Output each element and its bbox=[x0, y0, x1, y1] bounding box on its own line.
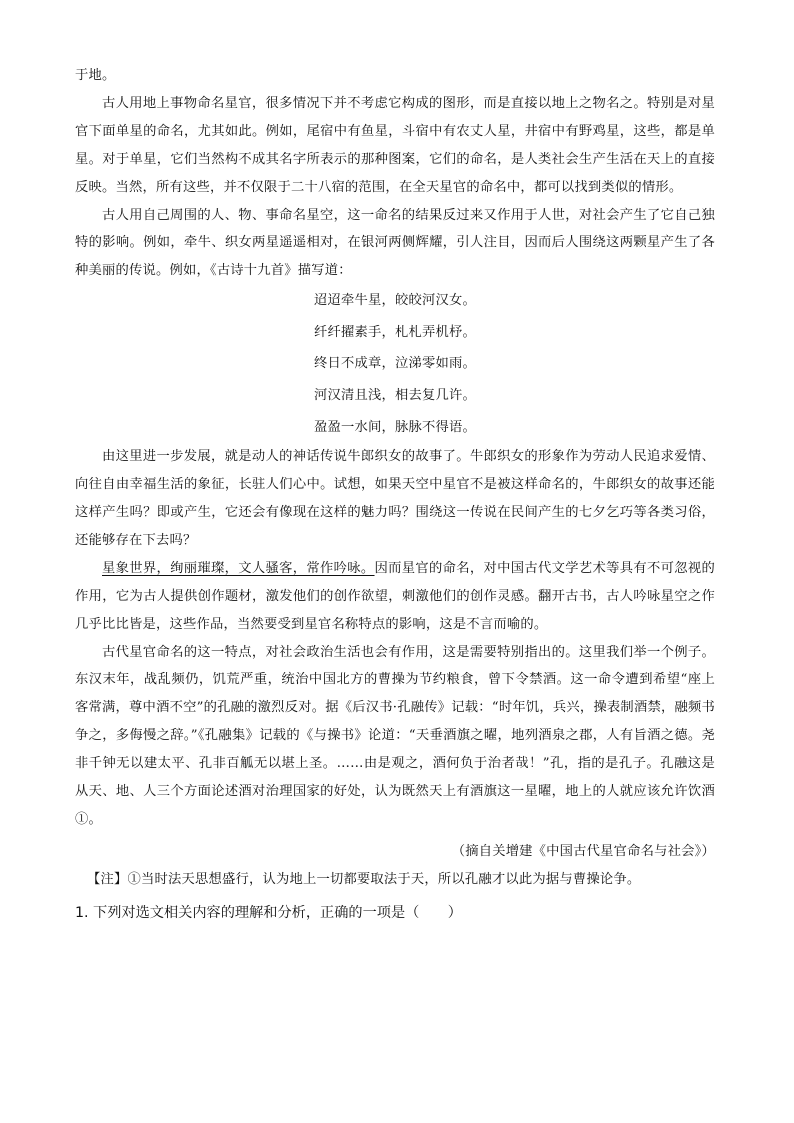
poem-line: 纤纤擢素手，札札弄机杼。 bbox=[314, 324, 476, 340]
poem-block bbox=[75, 285, 715, 443]
poem-line: 盈盈一水间，脉脉不得语。 bbox=[314, 419, 476, 435]
poem-line: 河汉清且浅，相去复几许。 bbox=[314, 388, 476, 404]
poem-line: 迢迢牵牛星，皎皎河汉女。 bbox=[314, 293, 476, 309]
paragraph-naming-stars: 古人用地上事物命名星官，很多情况下并不考虑它构成的图形，而是直接以地上之物名之。特别是对星官下面单星的命名，尤其如此。例如，尾宿中有鱼星，斗宿中有农丈人星，井宿中有野鸡星，这些，都是单星。对于单星，它们当然构不成其名字所表示的那种图案，它们的命名，是人类社会生产生活在天上的直接反映。当然，所有这些，并不仅限于二十八宿的范围，在全天星官的命名中，都可以找到类似的情形。 bbox=[75, 95, 715, 195]
footnote: 【注】①当时法天思想盛行，认为地上一切都要取法于天，所以孔融才以此为据与曹操论争。 bbox=[87, 871, 641, 887]
paragraph-legend: 由这里进一步发展，就是动人的神话传说牛郎织女的故事了。牛郎织女的形象作为劳动人民追求爱情、向往自由幸福生活的象征，长驻人们心中。试想，如果天空中星官不是被这样命名的，牛郎织女的故事还能这样产生吗？即或产生，它还会有像现在这样的魅力吗？围绕这一传说在民间产生的七夕乞巧等各类习俗，还能够存在下去吗？ bbox=[75, 449, 715, 548]
paragraph-influence: 古人用自己周围的人、物、事命名星空，这一命名的结果反过来又作用于人世，对社会产生了它自己独特的影响。例如，牵牛、织女两星遥遥相对，在银河两侧辉耀，引人注目，因而后人围绕这两颗星产生了各种美丽的传说。例如，《古诗十九首》描写道： bbox=[75, 207, 715, 279]
underlined-sentence: 星象世界，绚丽璀璨，文人骚客，常作吟咏。 bbox=[102, 560, 375, 576]
paragraph-politics: 古代星官命名的这一特点，对社会政治生活也会有作用，这是需要特别指出的。这里我们举一个例子。东汉末年，战乱频仍，饥荒严重，统治中国北方的曹操为节约粮食，曾下令禁酒。这一命令遭到希望“座上客常满，尊中酒不空”的孔融的激烈反对。据《后汉书·孔融传》记载：“时年饥，兵兴，操表制酒禁，融频书争之，多侮慢之辞。”《孔融集》记载的《与操书》论道：“天垂酒旗之曜，地列酒泉之郡，人有旨酒之德。尧非千钟无以建太平、孔非百觚无以堪上圣。……由是观之，酒何负于治者哉！”孔，指的是孔子。孔融这是从天、地、人三个方面论述酒对治理国家的好处，认为既然天上有酒旗这一星曜，地上的人就应该允许饮酒①。 bbox=[75, 644, 715, 827]
question-1: 1. 下列对选文相关内容的理解和分析，正确的一项是（ ） bbox=[75, 904, 462, 921]
poem-line: 终日不成章，泣涕零如雨。 bbox=[314, 356, 476, 372]
paragraph-literature-rest: 因而星官的命名，对中国古代文学艺术等具有不可忽视的作用，它为古人提供创作题材，激发他们的创作欲望，刺激他们的创作灵感。翻开古书，古人吟咏星空之作几乎比比皆是，这些作品，当然要受到星官名称特点的影响，这是不言而喻的。 bbox=[75, 560, 716, 632]
article-body bbox=[75, 62, 715, 928]
paragraph-literature bbox=[75, 555, 715, 639]
paragraph-continuation: 于地。 bbox=[75, 68, 116, 83]
source-citation: （摘自关增建《中国古代星官命名与社会》） bbox=[451, 843, 715, 859]
